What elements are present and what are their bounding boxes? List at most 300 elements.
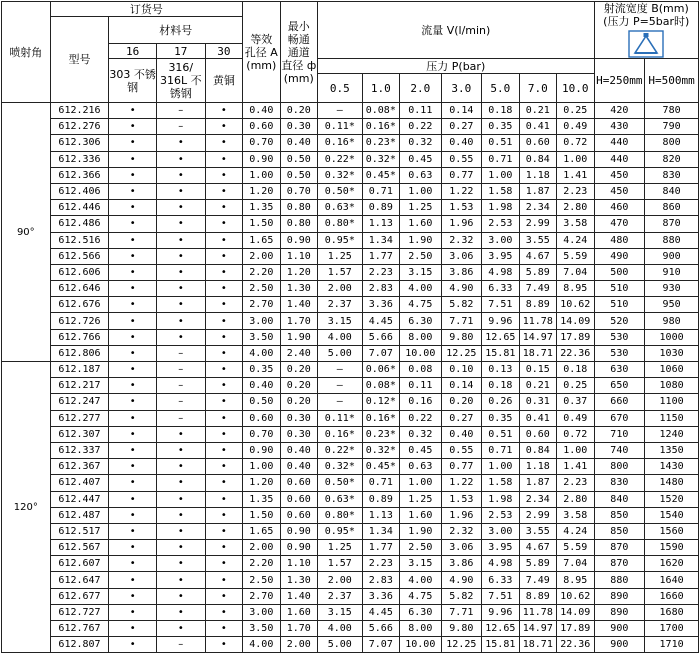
passage-cell: 0.60 bbox=[280, 491, 317, 507]
flow-cell: 0.41 bbox=[519, 410, 556, 426]
material-316-cell: • bbox=[156, 248, 205, 264]
flow-header: 流量 V(l/min) bbox=[318, 2, 595, 59]
model-cell: 612.607 bbox=[50, 556, 109, 572]
material-brass-cell: • bbox=[205, 119, 242, 135]
passage-cell: 1.10 bbox=[280, 248, 317, 264]
material-brass-cell: • bbox=[205, 183, 242, 199]
passage-cell: 0.80 bbox=[280, 216, 317, 232]
passage-cell: 1.20 bbox=[280, 264, 317, 280]
model-cell: 612.407 bbox=[50, 475, 109, 491]
flow-cell: 4.00 bbox=[318, 329, 363, 345]
width-250-cell: 530 bbox=[594, 329, 645, 345]
material-303-cell: • bbox=[109, 167, 157, 183]
passage-cell: 0.40 bbox=[280, 459, 317, 475]
flow-cell: 3.15 bbox=[318, 313, 363, 329]
material-316-cell: • bbox=[156, 475, 205, 491]
material-316-cell: • bbox=[156, 523, 205, 539]
table-row bbox=[2, 167, 699, 183]
flow-cell: 11.78 bbox=[519, 604, 556, 620]
flow-cell: 5.66 bbox=[362, 329, 399, 345]
flow-cell: 1.25 bbox=[318, 540, 363, 556]
flow-cell: 0.06* bbox=[362, 362, 399, 378]
flow-cell: 1.90 bbox=[400, 523, 442, 539]
material-brass-cell: • bbox=[205, 572, 242, 588]
flow-cell: 0.60 bbox=[519, 426, 556, 442]
width-250-cell: 870 bbox=[594, 540, 645, 556]
orifice-cell: 0.35 bbox=[243, 362, 280, 378]
material-316-cell: • bbox=[156, 588, 205, 604]
material-303-cell: • bbox=[109, 216, 157, 232]
flow-cell: 0.16* bbox=[318, 135, 363, 151]
table-row bbox=[2, 378, 699, 394]
flow-cell: 3.95 bbox=[482, 540, 519, 556]
material-303-cell: • bbox=[109, 507, 157, 523]
material-303-cell: • bbox=[109, 637, 157, 653]
width-500-cell: 1150 bbox=[645, 410, 699, 426]
flow-cell: 0.08 bbox=[400, 362, 442, 378]
material-316-cell: • bbox=[156, 621, 205, 637]
width-250-cell: 500 bbox=[594, 264, 645, 280]
flow-cell: 0.32 bbox=[400, 135, 442, 151]
flow-cell: 5.00 bbox=[318, 345, 363, 361]
table-row bbox=[2, 313, 699, 329]
model-cell: 612.447 bbox=[50, 491, 109, 507]
flow-cell: 1.18 bbox=[519, 167, 556, 183]
flow-cell: 0.45 bbox=[400, 442, 442, 458]
flow-cell: 0.51 bbox=[482, 426, 519, 442]
flow-cell: 0.14 bbox=[441, 378, 482, 394]
material-316-cell: • bbox=[156, 540, 205, 556]
flow-cell: 4.00 bbox=[318, 621, 363, 637]
width-500-cell: 930 bbox=[645, 281, 699, 297]
flow-cell: 2.34 bbox=[519, 200, 556, 216]
model-cell: 612.247 bbox=[50, 394, 109, 410]
flow-cell: 3.00 bbox=[482, 232, 519, 248]
flow-cell: – bbox=[318, 362, 363, 378]
flow-cell: 0.18 bbox=[482, 378, 519, 394]
flow-cell: 1.58 bbox=[482, 183, 519, 199]
model-cell: 612.676 bbox=[50, 297, 109, 313]
passage-cell: 0.70 bbox=[280, 183, 317, 199]
flow-cell: 0.60 bbox=[519, 135, 556, 151]
table-row bbox=[2, 200, 699, 216]
material-303-cell: • bbox=[109, 135, 157, 151]
orifice-cell: 0.40 bbox=[243, 103, 280, 119]
flow-cell: 0.32 bbox=[400, 426, 442, 442]
model-header: 型号 bbox=[50, 17, 109, 103]
flow-cell: 0.27 bbox=[441, 410, 482, 426]
width-250-cell: 430 bbox=[594, 119, 645, 135]
flow-cell: 12.65 bbox=[482, 621, 519, 637]
flow-cell: 4.67 bbox=[519, 540, 556, 556]
flow-cell: 6.33 bbox=[482, 281, 519, 297]
flow-cell: 1.87 bbox=[519, 475, 556, 491]
passage-header: 最小 畅通 通道 直径 ф (mm) bbox=[280, 2, 317, 103]
flow-cell: 0.21 bbox=[519, 378, 556, 394]
model-cell: 612.487 bbox=[50, 507, 109, 523]
table-row bbox=[2, 362, 699, 378]
flow-cell: 5.82 bbox=[441, 297, 482, 313]
flow-cell: 1.25 bbox=[318, 248, 363, 264]
orifice-cell: 2.50 bbox=[243, 572, 280, 588]
flow-cell: 0.23* bbox=[362, 426, 399, 442]
mat-name-brass: 黄铜 bbox=[205, 59, 242, 103]
orifice-cell: 2.50 bbox=[243, 281, 280, 297]
pressure-col: 1.0 bbox=[362, 74, 399, 103]
model-cell: 612.647 bbox=[50, 572, 109, 588]
flow-cell: 1.13 bbox=[362, 507, 399, 523]
order-no-header: 订货号 bbox=[50, 2, 242, 17]
flow-cell: 4.24 bbox=[557, 232, 594, 248]
width-250-cell: 450 bbox=[594, 167, 645, 183]
pressure-col: 10.0 bbox=[557, 74, 594, 103]
material-303-cell: • bbox=[109, 442, 157, 458]
material-316-cell: • bbox=[156, 183, 205, 199]
model-cell: 612.766 bbox=[50, 329, 109, 345]
passage-cell: 1.40 bbox=[280, 297, 317, 313]
flow-cell: 0.16* bbox=[362, 410, 399, 426]
flow-cell: 1.53 bbox=[441, 491, 482, 507]
material-brass-cell: • bbox=[205, 216, 242, 232]
orifice-cell: 0.90 bbox=[243, 442, 280, 458]
table-row bbox=[2, 151, 699, 167]
flow-cell: 22.36 bbox=[557, 637, 594, 653]
flow-cell: 8.89 bbox=[519, 588, 556, 604]
material-brass-cell: • bbox=[205, 459, 242, 475]
model-cell: 612.216 bbox=[50, 103, 109, 119]
flow-cell: 2.53 bbox=[482, 507, 519, 523]
nozzle-spec-table bbox=[1, 1, 699, 653]
flow-cell: 2.32 bbox=[441, 523, 482, 539]
flow-cell: 0.55 bbox=[441, 442, 482, 458]
flow-cell: 0.32* bbox=[362, 151, 399, 167]
flow-cell: 1.00 bbox=[557, 442, 594, 458]
material-316-cell: • bbox=[156, 264, 205, 280]
flow-cell: 0.63* bbox=[318, 200, 363, 216]
table-row bbox=[2, 119, 699, 135]
flow-cell: 2.99 bbox=[519, 507, 556, 523]
table-row bbox=[2, 216, 699, 232]
flow-cell: 3.55 bbox=[519, 232, 556, 248]
width-250-cell: 900 bbox=[594, 621, 645, 637]
model-cell: 612.277 bbox=[50, 410, 109, 426]
flow-cell: 7.04 bbox=[557, 556, 594, 572]
flow-cell: 0.13 bbox=[482, 362, 519, 378]
table-row bbox=[2, 491, 699, 507]
flow-cell: 2.99 bbox=[519, 216, 556, 232]
passage-cell: 0.60 bbox=[280, 507, 317, 523]
flow-cell: – bbox=[318, 394, 363, 410]
flow-cell: 9.80 bbox=[441, 329, 482, 345]
flow-cell: 4.90 bbox=[441, 572, 482, 588]
flow-cell: 0.18 bbox=[482, 103, 519, 119]
orifice-cell: 2.00 bbox=[243, 540, 280, 556]
flow-cell: 12.25 bbox=[441, 637, 482, 653]
orifice-cell: 1.35 bbox=[243, 491, 280, 507]
passage-cell: 0.30 bbox=[280, 426, 317, 442]
flow-cell: 3.15 bbox=[400, 264, 442, 280]
flow-cell: 1.77 bbox=[362, 540, 399, 556]
material-316-cell: • bbox=[156, 329, 205, 345]
width-500-cell: 830 bbox=[645, 167, 699, 183]
flow-cell: 0.10 bbox=[441, 362, 482, 378]
material-303-cell: • bbox=[109, 248, 157, 264]
width-250-cell: 710 bbox=[594, 426, 645, 442]
material-316-cell: • bbox=[156, 459, 205, 475]
flow-cell: 3.06 bbox=[441, 540, 482, 556]
orifice-cell: 2.20 bbox=[243, 556, 280, 572]
table-row bbox=[2, 556, 699, 572]
flow-cell: 2.80 bbox=[557, 491, 594, 507]
table-row bbox=[2, 183, 699, 199]
material-303-cell: • bbox=[109, 378, 157, 394]
width-title: 射流宽度 B(mm) (压力 P=5bar时) bbox=[603, 2, 690, 28]
flow-cell: 14.09 bbox=[557, 313, 594, 329]
flow-cell: 1.13 bbox=[362, 216, 399, 232]
flow-cell: 1.57 bbox=[318, 556, 363, 572]
flow-cell: 0.89 bbox=[362, 200, 399, 216]
material-316-cell: • bbox=[156, 167, 205, 183]
flow-cell: 3.36 bbox=[362, 297, 399, 313]
passage-cell: 1.60 bbox=[280, 604, 317, 620]
material-brass-cell: • bbox=[205, 588, 242, 604]
flow-cell: 0.18 bbox=[557, 362, 594, 378]
table-row bbox=[2, 507, 699, 523]
table-row bbox=[2, 442, 699, 458]
table-body bbox=[2, 103, 699, 653]
width-250-cell: 460 bbox=[594, 200, 645, 216]
width-500-cell: 790 bbox=[645, 119, 699, 135]
width-250-cell: 840 bbox=[594, 491, 645, 507]
flow-cell: 2.53 bbox=[482, 216, 519, 232]
model-cell: 612.307 bbox=[50, 426, 109, 442]
flow-cell: 0.16* bbox=[318, 426, 363, 442]
flow-cell: 2.32 bbox=[441, 232, 482, 248]
orifice-cell: 4.00 bbox=[243, 345, 280, 361]
width-250-cell: 890 bbox=[594, 604, 645, 620]
width-500-cell: 1520 bbox=[645, 491, 699, 507]
flow-cell: 1.00 bbox=[400, 475, 442, 491]
width-250-cell: 880 bbox=[594, 572, 645, 588]
width-500-cell: 1060 bbox=[645, 362, 699, 378]
flow-cell: 9.96 bbox=[482, 604, 519, 620]
flow-cell: 10.62 bbox=[557, 588, 594, 604]
flow-cell: 1.41 bbox=[557, 459, 594, 475]
width-250-cell: 530 bbox=[594, 345, 645, 361]
flow-cell: 0.23* bbox=[362, 135, 399, 151]
flow-cell: 7.49 bbox=[519, 281, 556, 297]
material-316-cell: • bbox=[156, 604, 205, 620]
width-col-250: H=250mm bbox=[594, 59, 645, 103]
width-250-cell: 490 bbox=[594, 248, 645, 264]
flow-cell: 0.08* bbox=[362, 103, 399, 119]
passage-cell: 0.20 bbox=[280, 378, 317, 394]
material-316-cell: • bbox=[156, 491, 205, 507]
flow-cell: 0.16* bbox=[362, 119, 399, 135]
material-brass-cell: • bbox=[205, 491, 242, 507]
width-250-cell: 440 bbox=[594, 151, 645, 167]
flow-cell: 4.24 bbox=[557, 523, 594, 539]
flow-cell: 14.09 bbox=[557, 604, 594, 620]
width-250-cell: 800 bbox=[594, 459, 645, 475]
model-cell: 612.727 bbox=[50, 604, 109, 620]
material-brass-cell: • bbox=[205, 297, 242, 313]
table-row bbox=[2, 475, 699, 491]
flow-cell: 0.35 bbox=[482, 410, 519, 426]
material-316-cell: – bbox=[156, 362, 205, 378]
table-row bbox=[2, 103, 699, 119]
material-brass-cell: • bbox=[205, 378, 242, 394]
width-500-cell: 780 bbox=[645, 103, 699, 119]
model-cell: 612.646 bbox=[50, 281, 109, 297]
flow-cell: 0.95* bbox=[318, 523, 363, 539]
width-500-cell: 1540 bbox=[645, 507, 699, 523]
material-303-cell: • bbox=[109, 119, 157, 135]
width-500-cell: 1660 bbox=[645, 588, 699, 604]
flow-cell: 4.75 bbox=[400, 588, 442, 604]
passage-cell: 0.20 bbox=[280, 394, 317, 410]
width-250-cell: 480 bbox=[594, 232, 645, 248]
flow-cell: 8.95 bbox=[557, 572, 594, 588]
width-500-cell: 1080 bbox=[645, 378, 699, 394]
table-header bbox=[2, 2, 699, 103]
orifice-cell: 1.50 bbox=[243, 507, 280, 523]
flow-cell: 0.49 bbox=[557, 410, 594, 426]
width-250-cell: 520 bbox=[594, 313, 645, 329]
flow-cell: 0.84 bbox=[519, 442, 556, 458]
flow-cell: 0.11 bbox=[400, 378, 442, 394]
material-316-cell: – bbox=[156, 119, 205, 135]
flow-cell: 0.15 bbox=[519, 362, 556, 378]
flow-cell: 0.71 bbox=[362, 475, 399, 491]
flow-cell: 0.72 bbox=[557, 135, 594, 151]
material-303-cell: • bbox=[109, 313, 157, 329]
material-brass-cell: • bbox=[205, 135, 242, 151]
flow-cell: 2.23 bbox=[362, 556, 399, 572]
table-row bbox=[2, 410, 699, 426]
material-brass-cell: • bbox=[205, 281, 242, 297]
flow-cell: 0.84 bbox=[519, 151, 556, 167]
material-303-cell: • bbox=[109, 264, 157, 280]
flow-cell: 7.04 bbox=[557, 264, 594, 280]
material-brass-cell: • bbox=[205, 426, 242, 442]
table-row bbox=[2, 572, 699, 588]
model-cell: 612.187 bbox=[50, 362, 109, 378]
table-row bbox=[2, 264, 699, 280]
flow-cell: 0.22 bbox=[400, 119, 442, 135]
width-250-cell: 830 bbox=[594, 475, 645, 491]
width-500-cell: 1240 bbox=[645, 426, 699, 442]
orifice-cell: 1.20 bbox=[243, 183, 280, 199]
flow-cell: 1.00 bbox=[482, 167, 519, 183]
flow-cell: 0.16 bbox=[400, 394, 442, 410]
flow-cell: 0.22 bbox=[400, 410, 442, 426]
table-row bbox=[2, 248, 699, 264]
pressure-col: 3.0 bbox=[441, 74, 482, 103]
passage-cell: 0.20 bbox=[280, 362, 317, 378]
width-250-cell: 670 bbox=[594, 410, 645, 426]
flow-cell: 1.22 bbox=[441, 475, 482, 491]
flow-cell: 4.75 bbox=[400, 297, 442, 313]
flow-cell: 10.00 bbox=[400, 637, 442, 653]
orifice-cell: 0.60 bbox=[243, 119, 280, 135]
orifice-cell: 0.90 bbox=[243, 151, 280, 167]
table-row bbox=[2, 621, 699, 637]
flow-cell: 7.71 bbox=[441, 313, 482, 329]
material-316-cell: • bbox=[156, 232, 205, 248]
passage-cell: 1.40 bbox=[280, 588, 317, 604]
width-500-cell: 840 bbox=[645, 183, 699, 199]
material-303-cell: • bbox=[109, 362, 157, 378]
flow-cell: 4.45 bbox=[362, 604, 399, 620]
material-316-cell: – bbox=[156, 103, 205, 119]
flow-cell: 1.98 bbox=[482, 200, 519, 216]
material-316-cell: • bbox=[156, 135, 205, 151]
flow-cell: 5.89 bbox=[519, 264, 556, 280]
orifice-cell: 1.65 bbox=[243, 523, 280, 539]
flow-cell: 4.98 bbox=[482, 556, 519, 572]
orifice-cell: 0.50 bbox=[243, 394, 280, 410]
table-row bbox=[2, 329, 699, 345]
material-316-cell: • bbox=[156, 281, 205, 297]
passage-cell: 0.90 bbox=[280, 540, 317, 556]
flow-cell: 8.00 bbox=[400, 621, 442, 637]
flow-cell: 0.14 bbox=[441, 103, 482, 119]
flow-cell: 5.82 bbox=[441, 588, 482, 604]
passage-cell: 0.40 bbox=[280, 135, 317, 151]
flow-cell: 4.98 bbox=[482, 264, 519, 280]
material-303-cell: • bbox=[109, 604, 157, 620]
flow-cell: 22.36 bbox=[557, 345, 594, 361]
material-316-cell: • bbox=[156, 507, 205, 523]
passage-cell: 0.40 bbox=[280, 442, 317, 458]
flow-cell: 0.25 bbox=[557, 103, 594, 119]
passage-cell: 1.70 bbox=[280, 313, 317, 329]
flow-cell: 17.89 bbox=[557, 621, 594, 637]
flow-cell: 0.11 bbox=[400, 103, 442, 119]
flow-cell: 0.12* bbox=[362, 394, 399, 410]
material-brass-cell: • bbox=[205, 523, 242, 539]
material-brass-cell: • bbox=[205, 475, 242, 491]
orifice-cell: 2.00 bbox=[243, 248, 280, 264]
flow-cell: 1.60 bbox=[400, 216, 442, 232]
pressure-header: 压力 P(bar) bbox=[318, 59, 595, 74]
material-303-cell: • bbox=[109, 183, 157, 199]
table-row bbox=[2, 588, 699, 604]
flow-cell: 1.25 bbox=[400, 200, 442, 216]
passage-cell: 1.30 bbox=[280, 281, 317, 297]
orifice-cell: 2.70 bbox=[243, 588, 280, 604]
model-cell: 612.516 bbox=[50, 232, 109, 248]
flow-cell: 0.89 bbox=[362, 491, 399, 507]
model-cell: 612.276 bbox=[50, 119, 109, 135]
flow-cell: 1.60 bbox=[400, 507, 442, 523]
orifice-cell: 2.70 bbox=[243, 297, 280, 313]
flow-cell: 7.51 bbox=[482, 297, 519, 313]
flow-cell: 0.80* bbox=[318, 507, 363, 523]
width-250-cell: 470 bbox=[594, 216, 645, 232]
width-250-cell: 510 bbox=[594, 281, 645, 297]
width-500-cell: 910 bbox=[645, 264, 699, 280]
table-row bbox=[2, 637, 699, 653]
flow-cell: 0.26 bbox=[482, 394, 519, 410]
flow-cell: 3.86 bbox=[441, 264, 482, 280]
flow-cell: 2.34 bbox=[519, 491, 556, 507]
flow-cell: 1.53 bbox=[441, 200, 482, 216]
flow-cell: 14.97 bbox=[519, 329, 556, 345]
orifice-cell: 4.00 bbox=[243, 637, 280, 653]
flow-cell: 11.78 bbox=[519, 313, 556, 329]
